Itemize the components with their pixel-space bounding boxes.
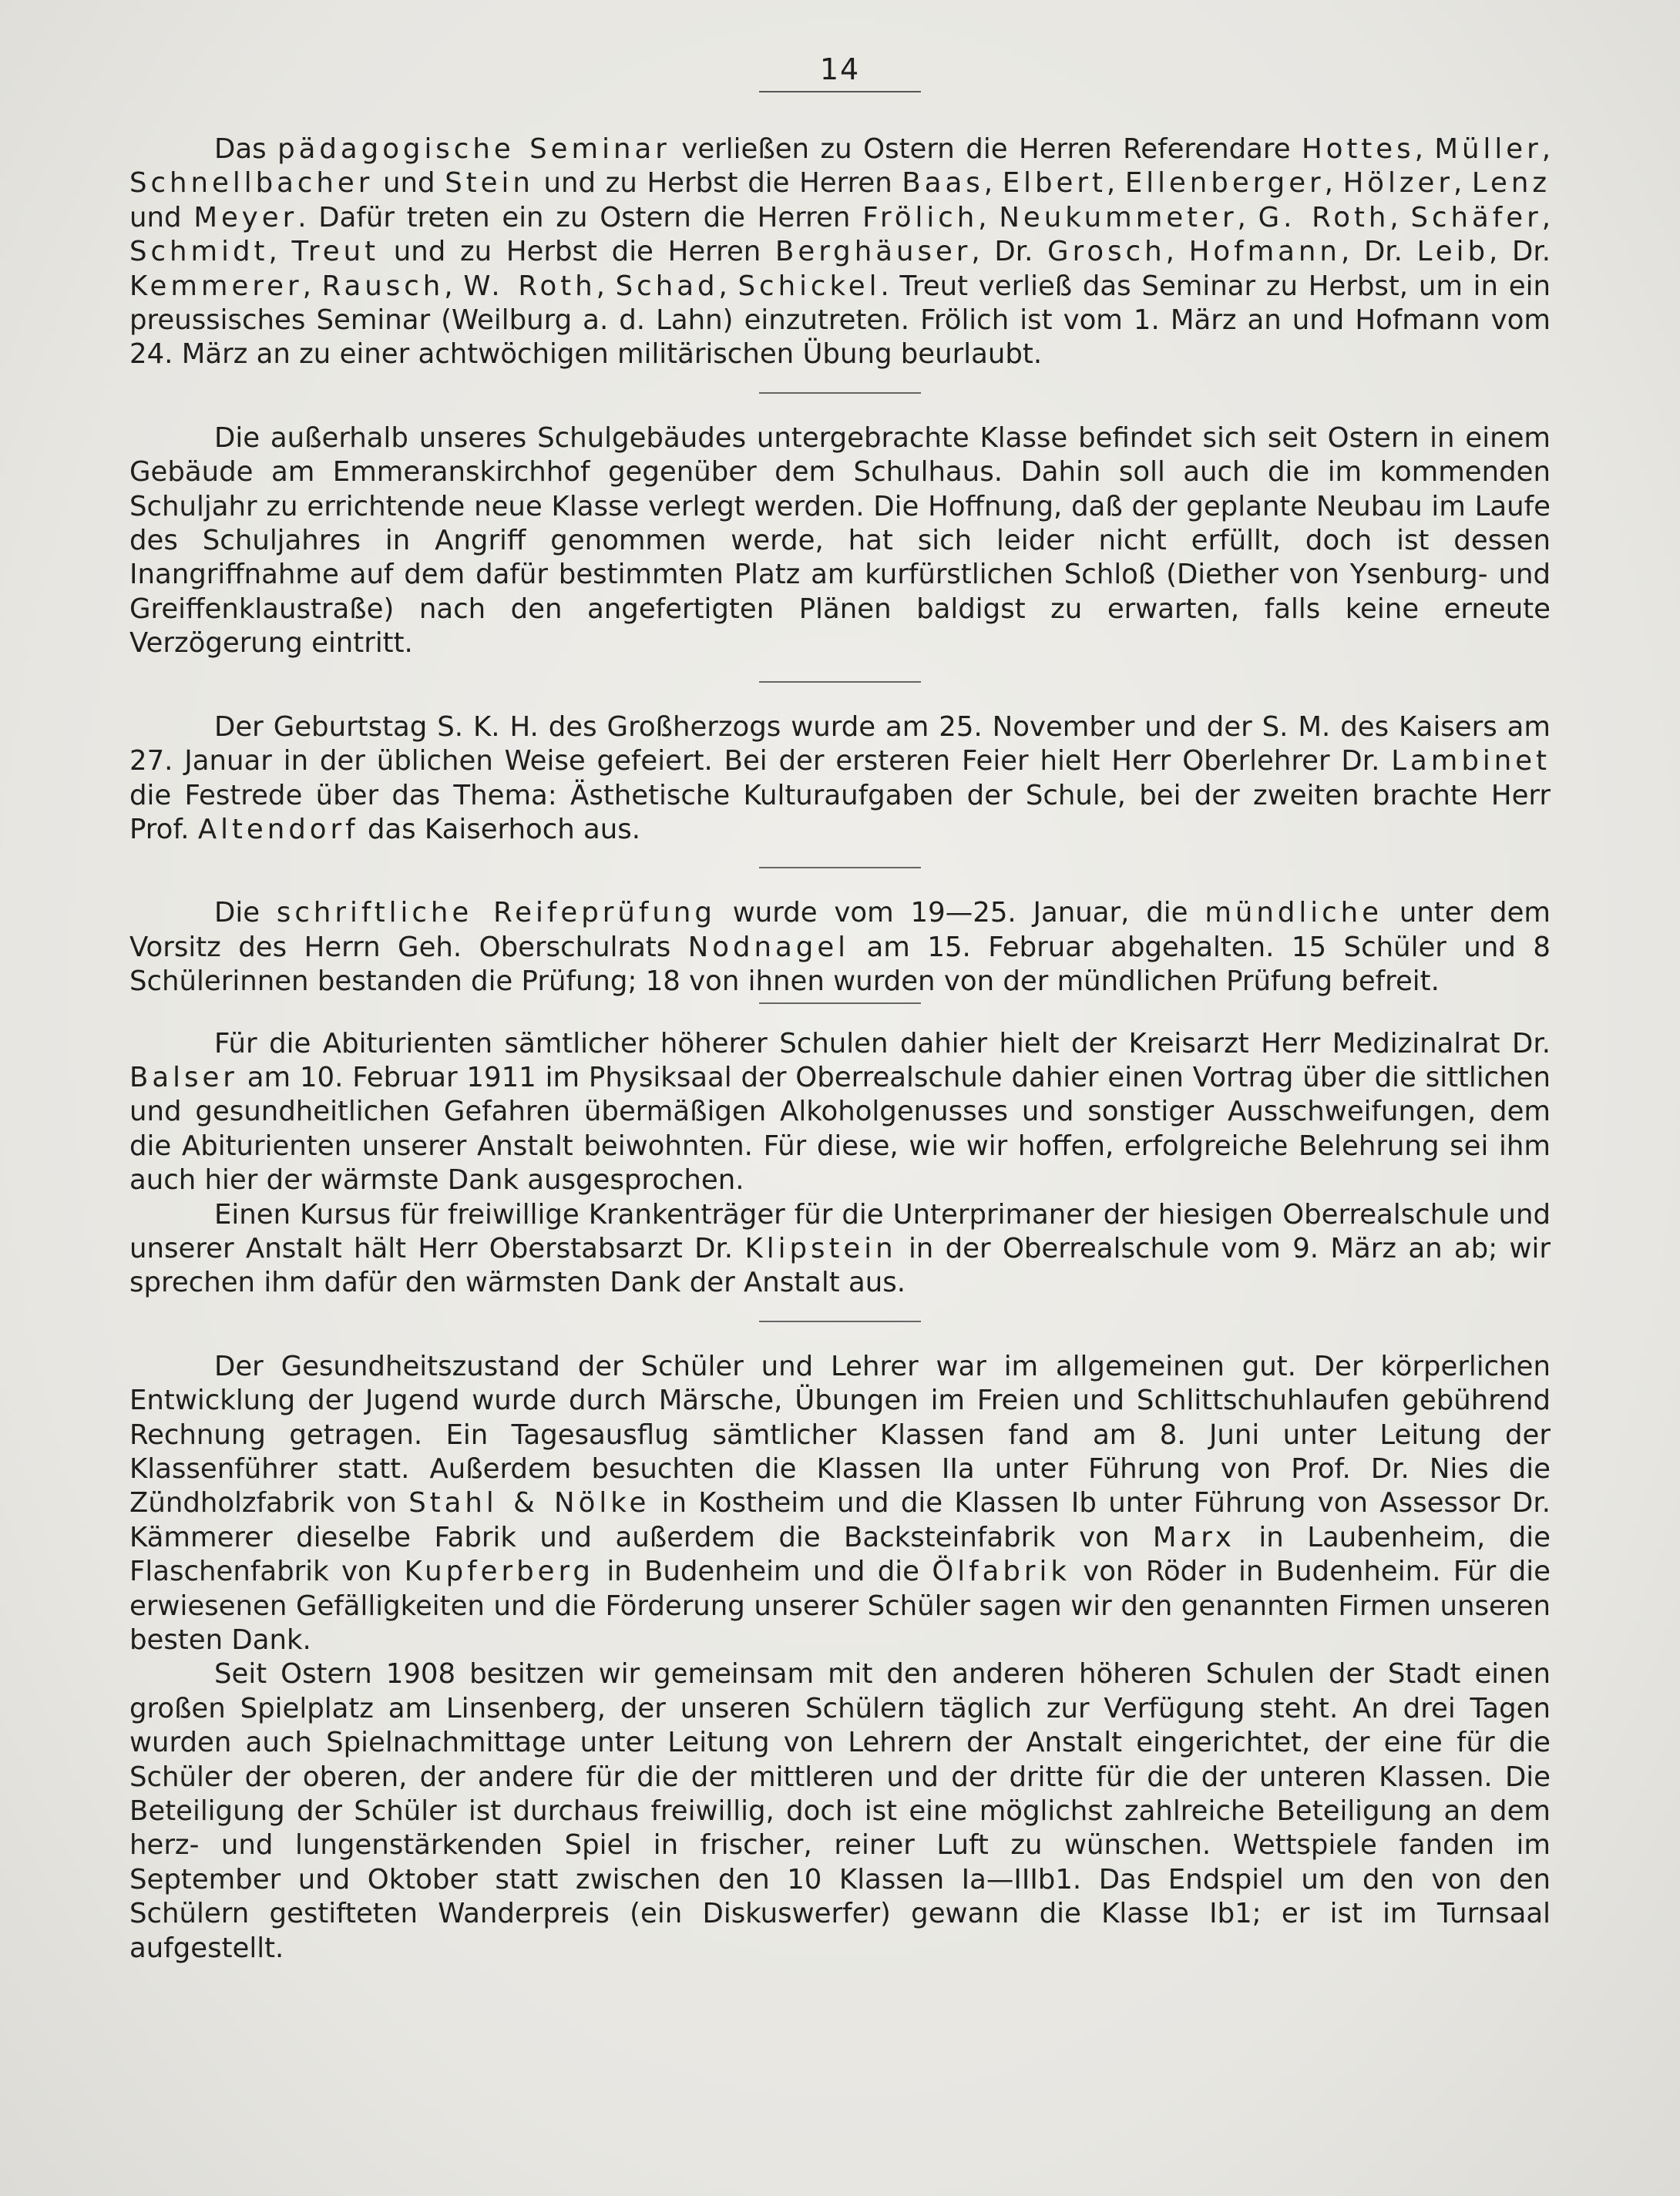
text-run: die Festrede über das Thema: Ästhetische Kulturaufgaben der Schule, bei der zweiten brachte Herr Prof.	[129, 779, 1551, 845]
spaced-name: Kemmerer	[129, 270, 303, 302]
text-run: , Dr.	[1489, 236, 1551, 268]
text-run: Für die Abiturienten sämtlicher höherer Schulen dahier hielt der Kreisarzt Herr Medizinalrat Dr.	[214, 1027, 1551, 1059]
text-run: und	[373, 167, 445, 200]
text-run: , Dr.	[1340, 236, 1417, 268]
spaced-name: Schnellbacher	[129, 167, 374, 200]
spaced-name: Schäfer	[1410, 201, 1542, 233]
spaced-name: Leib	[1416, 236, 1490, 268]
spaced-name: mündliche	[1205, 897, 1383, 929]
text-run: in der Oberrealschule vom 9. März an ab; wir sprechen ihm dafür den wärmsten Dank der Anstalt aus.	[129, 1232, 1551, 1299]
text-run: das Kaiserhoch aus.	[358, 813, 641, 845]
paragraph	[129, 133, 1551, 372]
spaced-name: Schickel	[738, 270, 881, 302]
text-run: Die außerhalb unseres Schulgebäudes untergebrachte Klasse befindet sich seit Ostern in einem Gebäude am Emmeranskirchhof gegenüber dem Schulhaus. Dahin soll auch die im kommenden Schuljahr zu errichtende neue Klasse verlegt werden. Die Hoffnung, daß der geplante Neubau im Laufe des Schuljahres in Angriff genommen werde, hat sich leider nicht erfüllt, doch ist dessen Inangriffnahme auf dem dafür bestimmten Platz am kurfürstlichen Schloß (Diether von Ysenburg- und Greiffenklaustraße) nach den angefertigten Plänen baldigst zu erwarten, falls keine erneute Verzögerung eintritt.	[129, 421, 1551, 660]
spaced-name: schriftliche Reifeprüfung	[276, 897, 716, 929]
text-run: ,	[444, 270, 464, 302]
text-run: ,	[1106, 167, 1125, 200]
text-run: ,	[1389, 201, 1411, 233]
spaced-name: Frölich	[862, 201, 979, 233]
spaced-name: Ölfabrik	[932, 1556, 1070, 1588]
text-run: ,	[1237, 201, 1258, 233]
text-run: Das	[214, 133, 278, 165]
spaced-name: Marx	[1152, 1521, 1235, 1553]
spaced-name: Balser	[129, 1061, 238, 1093]
text-run: am 10. Februar 1911 im Physiksaal der Oberrealschule dahier einen Vortrag über die sittlichen und gesundheitlichen Gefahren übermäßigen Alkoholgenusses und sonstiger Ausschweifungen, dem die Abiturienten unserer Anstalt beiwohnten. Für diese, wie wir hoffen, erfolgreiche Belehrung sei ihm auch hier der wärmste Dank ausgesprochen.	[129, 1061, 1551, 1197]
text-run: ,	[1541, 201, 1551, 233]
section-separator	[759, 867, 921, 868]
text-run: Seit Ostern 1908 besitzen wir gemeinsam mit den anderen höheren Schulen der Stadt einen großen Spielplatz am Linsenberg, der unseren Schülern täglich zur Verfügung steht. An drei Tagen wurden auch Spielnachmittage unter Leitung von Lehrern der Anstalt eingerichtet, der eine für die Schüler der oberen, der andere für die der mittleren und der dritte für die der unteren Klassen. Die Beteiligung der Schüler ist durchaus freiwillig, doch ist eine möglichst zahlreiche Beteiligung an dem herz- und lungenstärkenden Spiel in frischer, reiner Luft zu wünschen. Wettspiele fanden im September und Oktober statt zwischen den 10 Klassen Ia—IIIb1. Das Endspiel um den von den Schülern gestifteten Wanderpreis (ein Diskuswerfer) gewann die Klasse Ib1; er ist im Turnsaal aufgestellt.	[129, 1658, 1551, 1964]
spaced-name: Klipstein	[744, 1232, 897, 1264]
text-run: in Laubenheim, die Flaschenfabrik von	[129, 1521, 1551, 1588]
spaced-name: Meyer	[193, 201, 298, 233]
text-run: am 15. Februar abgehalten. 15 Schüler und 8 Schülerinnen bestanden die Prüfung; 18 von ihnen wurden von der mündlichen Prüfung befreit.	[129, 931, 1551, 998]
text-run: und	[129, 201, 194, 233]
text-run: verließen zu Ostern die Herren Referendare	[670, 133, 1302, 165]
text-run: ,	[1414, 133, 1435, 165]
text-run: ,	[268, 236, 292, 268]
text-section	[129, 896, 1551, 999]
paragraph	[129, 1657, 1551, 1966]
text-section	[129, 1350, 1551, 1966]
spaced-name: Stahl & Nölke	[408, 1487, 650, 1519]
document-body	[129, 133, 1551, 1966]
spaced-name: pädagogische Seminar	[277, 133, 670, 165]
page-number-rule	[759, 91, 921, 92]
spaced-name: W. Roth	[463, 270, 596, 302]
spaced-name: Neukummeter	[999, 201, 1238, 233]
text-run: . Dafür treten ein zu Ostern die Herren	[297, 201, 863, 233]
spaced-name: Grosch	[1047, 236, 1166, 268]
text-run: ,	[596, 270, 616, 302]
spaced-name: Nodnagel	[687, 931, 850, 963]
spaced-name: Berghäuser	[775, 236, 972, 268]
text-run: ,	[718, 270, 738, 302]
section-separator	[759, 392, 921, 394]
text-section	[129, 133, 1551, 372]
text-run: . Treut verließ das Seminar zu Herbst, um in ein preussisches Seminar (Weilburg a. d. Lahn) einzutreten. Frölich ist vom 1. März an und Hofmann vom 24. März an zu einer achtwöchigen militärischen Übung beurlaubt.	[129, 270, 1551, 371]
spaced-name: Schad	[615, 270, 719, 302]
paragraph	[129, 710, 1551, 848]
text-run: Der Gesundheitszustand der Schüler und Lehrer war im allgemeinen gut. Der körperlichen Entwicklung der Jugend wurde durch Märsche, Übungen im Freien und Schlittschuhlaufen gebührend Rechnung getragen. Ein Tagesausflug sämtlicher Klassen fand am 8. Juni unter Leitung der Klassenführer statt. Außerdem besuchten die Klassen IIa unter Führung von Prof. Dr. Nies die Zündholzfabrik von	[129, 1350, 1551, 1519]
spaced-name: Rausch	[321, 270, 445, 302]
paragraph	[129, 1350, 1551, 1658]
text-run: von Röder in Budenheim. Für die erwiesenen Gefälligkeiten und die Förderung unserer Schüler sagen wir den genannten Firmen unseren besten Dank.	[129, 1556, 1551, 1657]
text-run: wurde vom 19—25. Januar, die	[715, 897, 1205, 929]
text-run: Einen Kursus für freiwillige Krankenträger für die Unterprimaner der hiesigen Oberrealschule und unserer Anstalt hält Herr Oberstabsarzt Dr.	[129, 1198, 1551, 1264]
spaced-name: Lenz	[1471, 167, 1551, 200]
text-section	[129, 710, 1551, 848]
text-run: Die	[214, 897, 277, 929]
spaced-name: Müller	[1434, 133, 1542, 165]
spaced-name: Schmidt	[129, 236, 269, 268]
spaced-name: Elbert	[1002, 167, 1107, 200]
spaced-name: Ellenberger	[1124, 167, 1325, 200]
text-run: ,	[1324, 167, 1343, 200]
text-run: ,	[978, 201, 1000, 233]
page-number: 14	[819, 52, 861, 86]
spaced-name: G. Roth	[1258, 201, 1390, 233]
text-run: ,	[983, 167, 1003, 200]
section-separator	[759, 1002, 921, 1004]
spaced-name: Lambinet	[1391, 745, 1551, 777]
text-run: und zu Herbst die Herren	[533, 167, 902, 200]
text-run: in Kostheim und die Klassen Ib unter Führung von Assessor Dr. Kämmerer dieselbe Fabrik und außerdem die Backsteinfabrik von	[129, 1487, 1551, 1553]
section-separator	[759, 1321, 921, 1322]
spaced-name: Treut	[291, 236, 380, 268]
text-section	[129, 1027, 1551, 1301]
spaced-name: Hofmann	[1188, 236, 1341, 268]
spaced-name: Hölzer	[1342, 167, 1453, 200]
text-run: ,	[1453, 167, 1472, 200]
text-section	[129, 421, 1551, 661]
text-run: ,	[1165, 236, 1189, 268]
text-run: , Dr.	[971, 236, 1048, 268]
spaced-name: Hottes	[1302, 133, 1415, 165]
paragraph	[129, 1198, 1551, 1301]
spaced-name: Stein	[445, 167, 534, 200]
text-run: Der Geburtstag S. K. H. des Großherzogs wurde am 25. November und der S. M. des Kaisers am 27. Januar in der üblichen Weise gefeiert. Bei der ersteren Feier hielt Herr Oberlehrer Dr.	[129, 710, 1551, 777]
paragraph	[129, 896, 1551, 999]
text-run: in Budenheim und die	[593, 1556, 932, 1588]
paragraph	[129, 421, 1551, 661]
text-run: unter dem Vorsitz des Herrn Geh. Oberschulrats	[129, 897, 1551, 963]
text-run: und zu Herbst die Herren	[379, 236, 776, 268]
spaced-name: Baas	[902, 167, 984, 200]
section-separator	[759, 681, 921, 683]
text-run: ,	[302, 270, 322, 302]
paragraph	[129, 1027, 1551, 1198]
spaced-name: Kupferberg	[404, 1556, 594, 1588]
spaced-name: Altendorf	[197, 813, 359, 845]
text-run: ,	[1541, 133, 1551, 165]
